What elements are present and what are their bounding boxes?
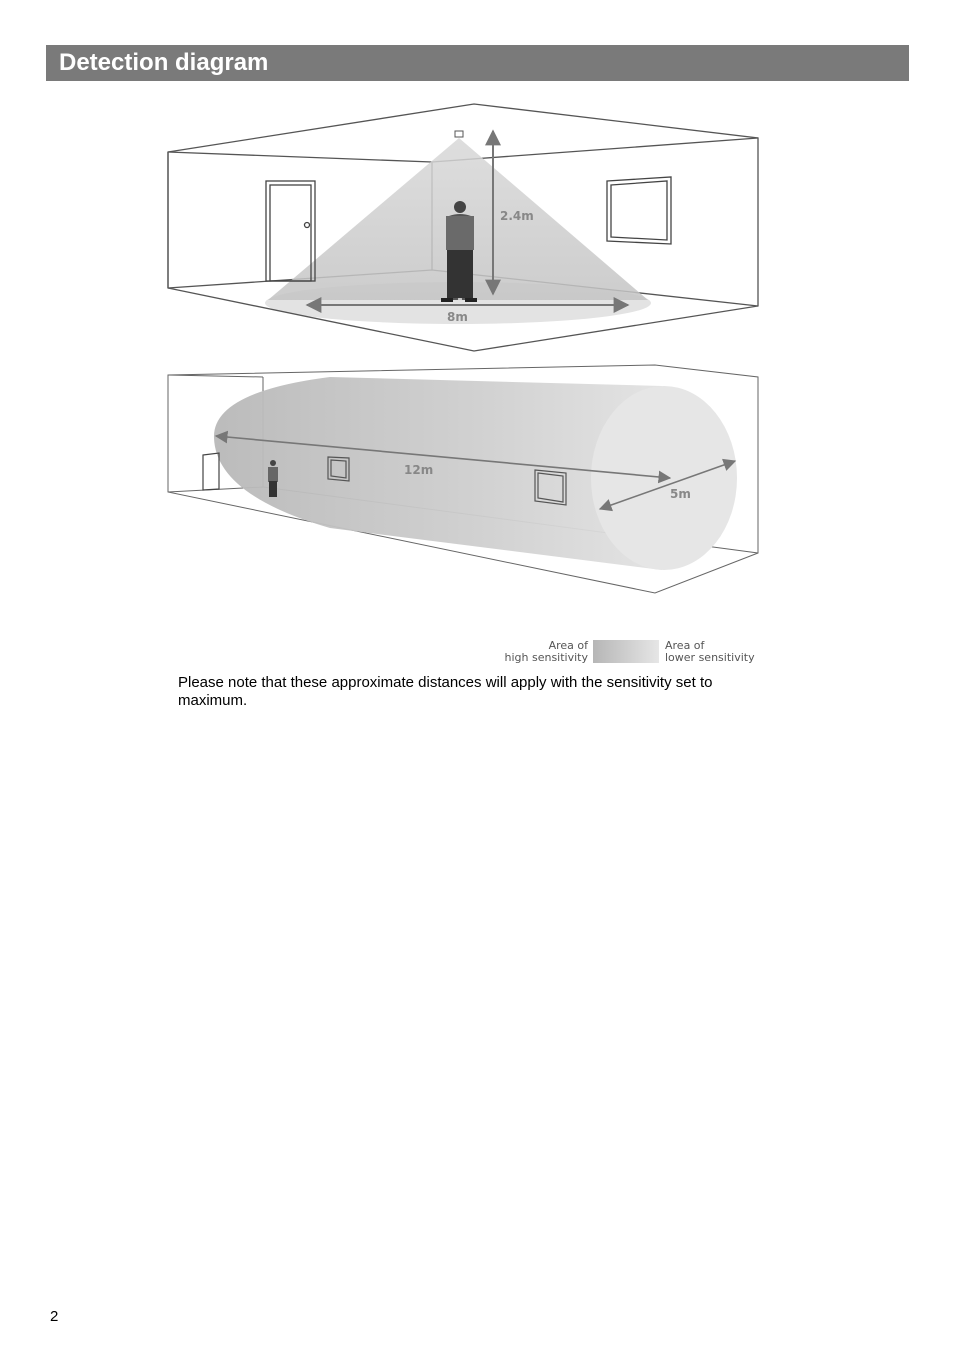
sensitivity-note: Please note that these approximate distances will apply with the sensitivity set to maximum. — [178, 674, 713, 709]
length-label: 12m — [404, 463, 434, 477]
diameter-label: 5m — [670, 487, 691, 501]
section-title: Detection diagram — [46, 45, 909, 81]
legend-high-line2: high sensitivity — [504, 651, 588, 664]
legend-low-line2: lower sensitivity — [665, 651, 755, 664]
page-number: 2 — [50, 1308, 59, 1325]
wall-room-view — [168, 365, 758, 593]
legend-high-line1: Area of — [548, 639, 588, 652]
sensitivity-legend — [500, 639, 760, 667]
sensor-device — [455, 131, 463, 137]
window-icon — [607, 177, 671, 244]
small-door-icon — [203, 453, 219, 490]
legend-low-line1: Area of — [665, 639, 705, 652]
ceiling-room-view — [168, 104, 758, 351]
height-label: 2.4m — [500, 209, 534, 223]
legend-high-sensitivity — [500, 640, 588, 664]
legend-lower-sensitivity — [665, 640, 765, 664]
legend-gradient-swatch — [593, 640, 659, 663]
door-icon — [266, 181, 315, 281]
width-label: 8m — [447, 310, 468, 324]
detection-diagram — [0, 0, 954, 640]
